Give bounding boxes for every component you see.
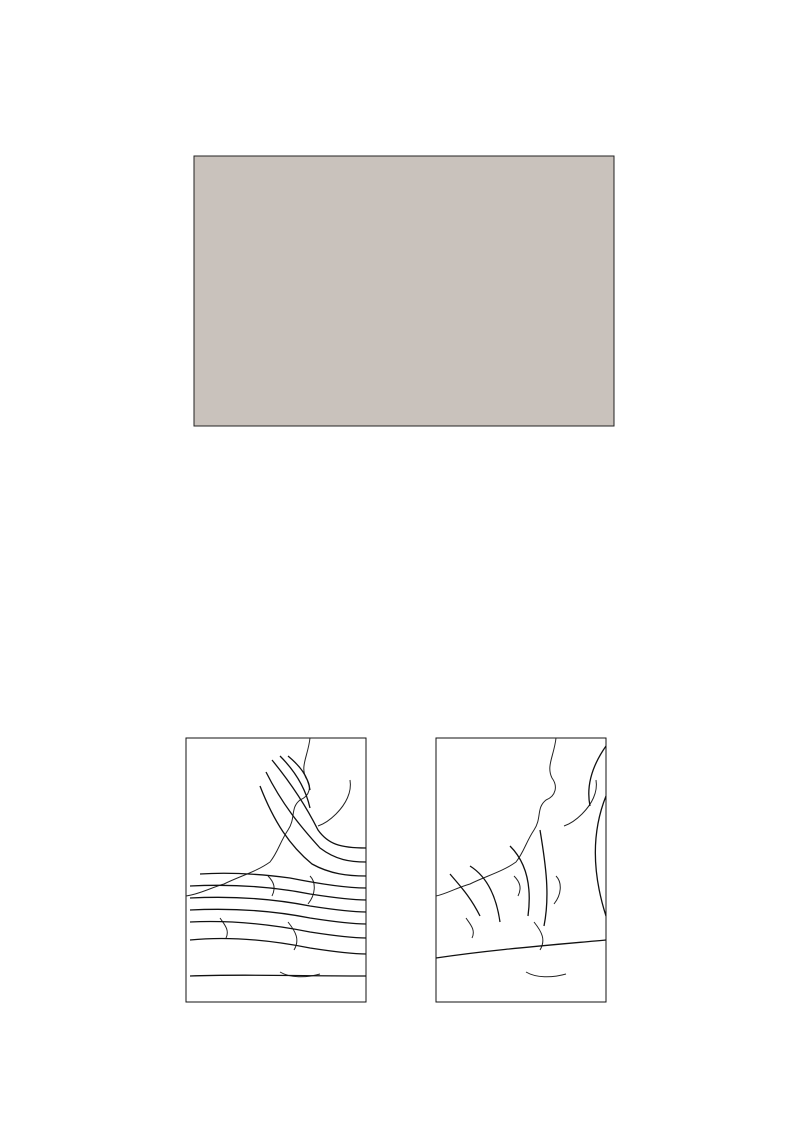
map-july-isobars [436, 746, 606, 958]
map-january-japan [318, 780, 350, 826]
map-january-isobars [190, 756, 366, 976]
map-july-coastline [436, 738, 566, 977]
figure-3 [170, 123, 620, 498]
figure-4 [160, 726, 640, 1026]
map-july-frame [436, 738, 606, 1002]
map-january [186, 738, 366, 1002]
chart-frame [194, 156, 614, 426]
map-july-japan [564, 780, 596, 826]
map-january-frame [186, 738, 366, 1002]
map-january-coastline [186, 738, 320, 977]
map-july [436, 738, 606, 1002]
